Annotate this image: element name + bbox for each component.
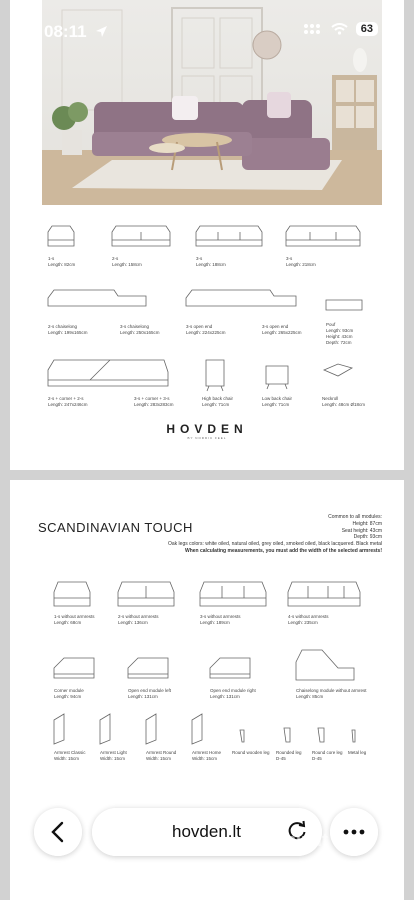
armrest-width: Width: 15cm xyxy=(146,756,172,761)
module-label: Low back chair xyxy=(262,396,293,401)
module-label: Chaiselong module without armrest xyxy=(296,688,367,693)
module-length: Length: 94cm xyxy=(54,694,82,699)
status-bar xyxy=(0,0,414,50)
signal-dots-icon xyxy=(303,23,323,35)
url-text: hovden.lt xyxy=(172,822,241,841)
spec-line: Height: 87cm xyxy=(352,520,382,527)
module-specifications xyxy=(168,514,382,555)
catalog-page-1 xyxy=(10,0,404,470)
module-length: Length: 235cm xyxy=(288,620,318,625)
spec-line: Oak legs colors: white oiled, natural oiled, grey oiled, smoked oiled, black lacquered. Black metal xyxy=(168,541,382,547)
module-length: Length: 131cm xyxy=(128,694,158,699)
armrest-label: Armrest Round xyxy=(146,750,177,755)
module-length: Length: 48cm Ø18cm xyxy=(322,402,366,407)
armrest-label: Armrest Home xyxy=(192,750,222,755)
more-button[interactable] xyxy=(330,808,378,856)
module-length: Length: 218cm xyxy=(286,262,316,267)
module-length: Length: 85cm xyxy=(296,694,324,699)
module-label: 2-s + corner + 2-s xyxy=(48,396,84,401)
leg-size: D-45 xyxy=(312,756,322,761)
module-label: 3-s open end xyxy=(186,324,213,329)
armrest-width: Width: 15cm xyxy=(54,756,80,761)
leg-size: D-45 xyxy=(276,756,286,761)
hovden-logo: HOVDEN xyxy=(166,422,248,436)
location-arrow-icon xyxy=(95,25,108,38)
module-length: Length: 283x283cm xyxy=(134,402,174,407)
module-label: 3-s chaiselong xyxy=(120,324,150,329)
module-label: 1-s xyxy=(48,256,55,261)
wifi-icon xyxy=(331,23,348,35)
leg-label: Round wooden leg xyxy=(232,750,270,755)
module-label: 4-s without armrests xyxy=(288,614,329,619)
module-label: Open end module left xyxy=(128,688,172,693)
module-length: Length: 82cm xyxy=(48,262,76,267)
module-length: Length: 199x165cm xyxy=(48,330,88,335)
back-button[interactable] xyxy=(34,808,82,856)
module-length: Length: 71cm xyxy=(262,402,290,407)
module-label: 2-s xyxy=(112,256,119,261)
armrest-label: Armrest Classic xyxy=(54,750,86,755)
armrest-label: Armrest Light xyxy=(100,750,127,755)
module-label: 2-s chaiselong xyxy=(48,324,78,329)
module-label: Pouf xyxy=(326,322,336,327)
leg-label: Metal leg xyxy=(348,750,367,755)
hovden-logo-subtitle: BY NORDIC FEEL xyxy=(187,436,227,440)
module-length: Length: 71cm xyxy=(202,402,230,407)
module-sketches-page2 xyxy=(10,570,404,770)
module-length: Length: 188cm xyxy=(196,262,226,267)
spec-line: Common to all modules: xyxy=(328,514,382,520)
watermark: skelbiu.lt xyxy=(250,830,329,850)
module-length: Length: 250x165cm xyxy=(120,330,160,335)
leg-label: Rounded leg xyxy=(276,750,302,755)
status-time: 08:11 xyxy=(44,22,87,41)
module-length: Length: 265x225cm xyxy=(262,330,302,335)
leg-label: Round core leg xyxy=(312,750,343,755)
spec-line: Seat height: 43cm xyxy=(341,527,382,534)
module-length: Length: 158cm xyxy=(112,262,142,267)
module-length: Length: 68cm xyxy=(54,620,82,625)
spec-line: Depth: 93cm xyxy=(353,534,382,541)
module-label: 3-s xyxy=(286,256,293,261)
chevron-left-icon xyxy=(50,821,66,843)
armrest-width: Width: 15cm xyxy=(192,756,218,761)
spec-note: When calculating measurements, you must add the width of the selected armrests! xyxy=(185,547,382,554)
module-label: 3-s + corner + 3-s xyxy=(134,396,170,401)
module-label: Neckroll xyxy=(322,396,339,401)
module-label: Open end module right xyxy=(210,688,256,693)
module-length: Length: 247x246cm xyxy=(48,402,88,407)
browser-toolbar xyxy=(0,790,414,900)
module-depth: Depth: 72cm xyxy=(326,340,352,345)
module-label: 2-s without armrests xyxy=(118,614,159,619)
module-label: Corner module xyxy=(54,688,84,693)
status-indicators xyxy=(303,22,378,36)
module-length: Length: 131cm xyxy=(210,694,240,699)
module-label: 3-s open end xyxy=(262,324,289,329)
module-length: Length: 93cm xyxy=(326,328,354,333)
battery-indicator: 63 xyxy=(356,22,378,36)
module-length: Length: 136cm xyxy=(118,620,148,625)
module-label: 1-s without armrests xyxy=(54,614,95,619)
module-length: Length: 189cm xyxy=(200,620,230,625)
module-height: Height: 43cm xyxy=(326,334,353,339)
module-length: Length: 224x225cm xyxy=(186,330,226,335)
armrest-width: Width: 15cm xyxy=(100,756,126,761)
more-icon xyxy=(343,829,365,835)
module-label: High back chair xyxy=(202,396,234,401)
module-label: 3-s xyxy=(196,256,203,261)
module-label: 3-s without armrests xyxy=(200,614,241,619)
module-sketches-page1 xyxy=(10,210,404,420)
page-title: SCANDINAVIAN TOUCH xyxy=(38,520,193,535)
